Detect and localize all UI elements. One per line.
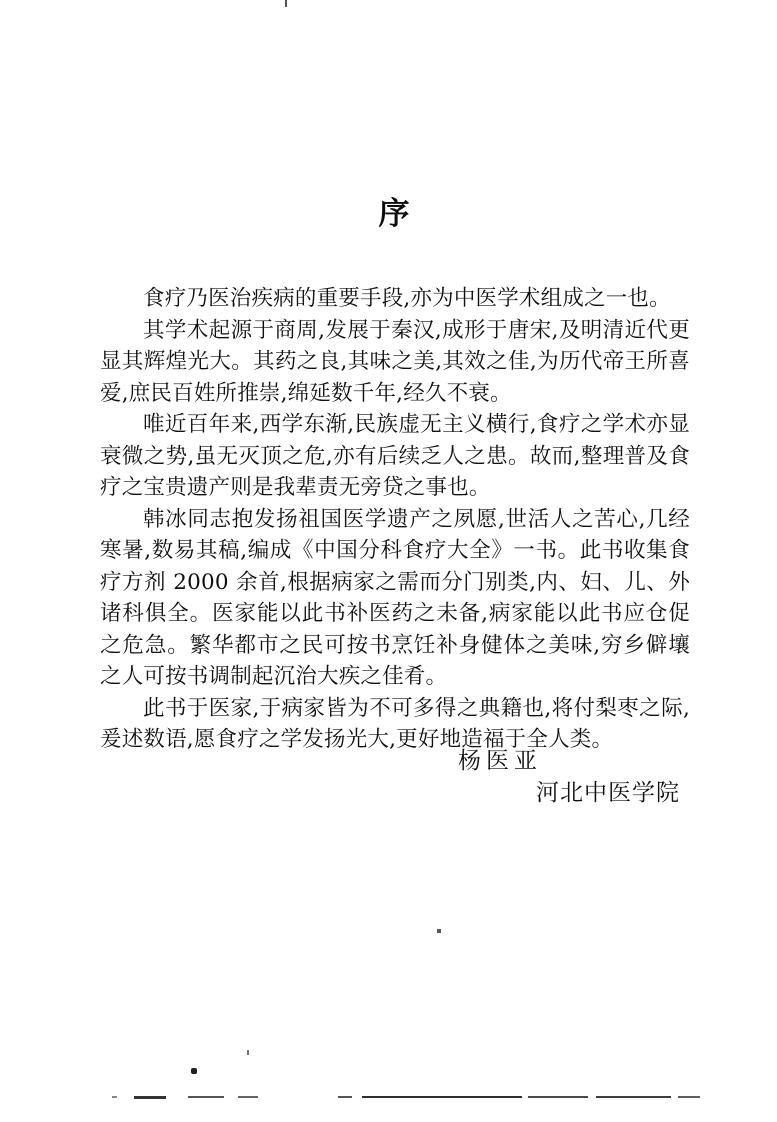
scan-line-segment [188, 1096, 224, 1098]
scan-artifact-speck [437, 929, 441, 933]
scan-line-segment [134, 1096, 166, 1099]
page-title: 序 [378, 196, 412, 232]
paragraph: 韩冰同志抱发扬祖国医学遗产之夙愿,世活人之苦心,几经寒暑,数易其稿,编成《中国分科食疗大全》一书。此书收集食疗方剂 2000 余首,根据病家之需而分门别类,内、妇、儿、外诸科俱全。医家能以此书补医药之未备,病家能以此书应仓促之危急。繁华都市之民可按书烹饪补身健体之美味,穷乡僻壤之人可按书调制起沉治大疾之佳肴。 [100, 506, 690, 689]
scan-artifact-dot [191, 1068, 197, 1074]
signature-affiliation: 河北中医学院 [536, 780, 680, 806]
paragraph: 此书于医家,于病家皆为不可多得之典籍也,将付梨枣之际,爰述数语,愿食疗之学发扬光大,更好地造福于全人类。 [100, 695, 690, 752]
scan-line-segment [678, 1096, 700, 1098]
scan-line-segment [112, 1096, 117, 1098]
scan-line-segment [528, 1096, 588, 1098]
scan-line-segment [596, 1096, 671, 1098]
scan-line-segment [362, 1096, 522, 1098]
paragraph: 唯近百年来,西学东渐,民族虚无主义横行,食疗之学术亦显衰微之势,虽无灭顶之危,亦有后续乏人之患。故而,整理普及食疗之宝贵遗产则是我辈责无旁贷之事也。 [100, 412, 690, 500]
scan-line-segment [338, 1096, 352, 1098]
preface-body [100, 283, 690, 756]
paragraph: 其学术起源于商周,发展于秦汉,成形于唐宋,及明清近代更显其辉煌光大。其药之良,其味之美,其效之佳,为历代帝王所喜爱,庶民百姓所推崇,绵延数千年,经久不衰。 [100, 317, 690, 406]
paragraph: 食疗乃医治疾病的重要手段,亦为中医学术组成之一也。 [143, 286, 671, 311]
scan-line-segment [238, 1096, 258, 1098]
signature-author: 杨医亚 [458, 748, 542, 774]
scan-artifact-top-mark [285, 0, 287, 7]
scan-artifact-tick [247, 1050, 249, 1055]
